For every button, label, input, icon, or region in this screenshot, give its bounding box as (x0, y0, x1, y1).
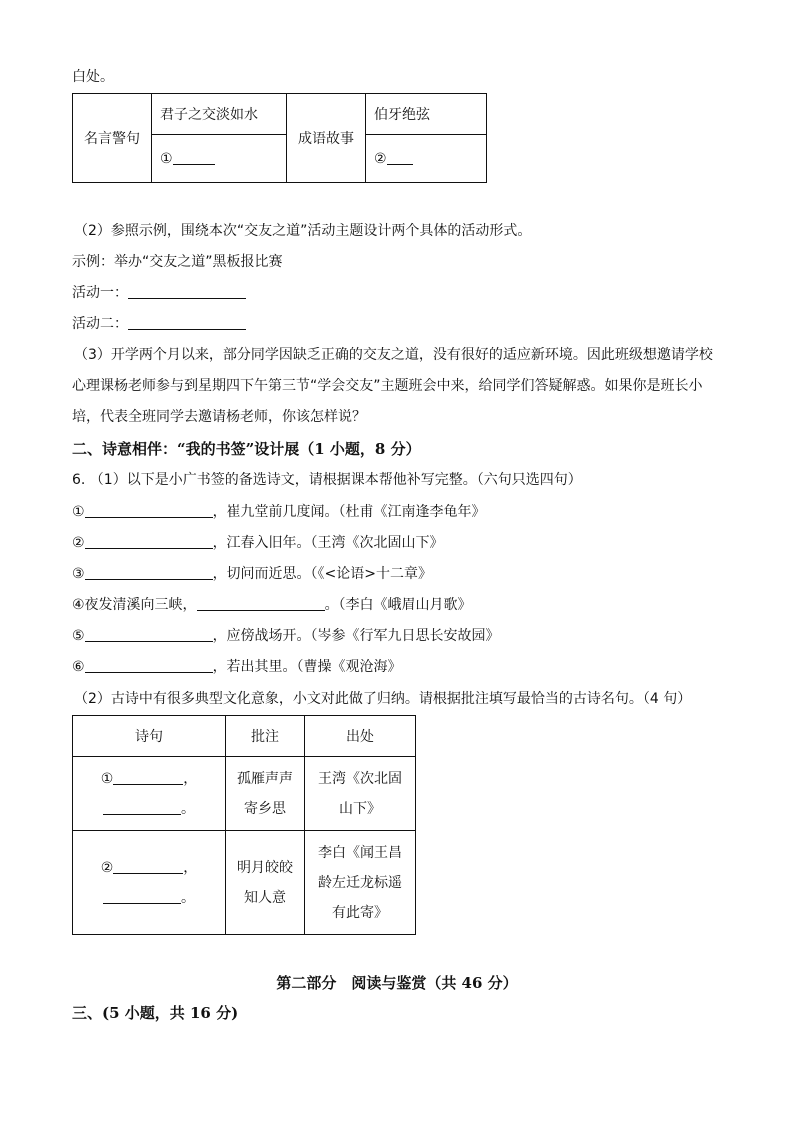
quote-blank-cell (152, 135, 287, 183)
poem-item: ① ，崔九堂前几度闻。（杜甫《江南逢李龟年》 (72, 504, 486, 520)
story-answer-blank[interactable] (387, 150, 413, 165)
poem-item: ④夜发清溪向三峡， 。（李白《峨眉山月歌》 (72, 597, 472, 613)
quote-label: 名言警句 (84, 131, 140, 147)
quote-text: 君子之交淡如水 (160, 107, 258, 123)
activity2-row (72, 314, 246, 334)
verse-cell: ① ， 。 (73, 757, 226, 831)
q6-intro: 6. （1）以下是小广书签的备选诗文，请根据课本帮他补写完整。（六句只选四句） (72, 472, 582, 488)
part2-title: 第二部分 阅读与鉴赏（共 46 分） (276, 974, 518, 992)
q2-example: 示例：举办“交友之道”黑板报比赛 (72, 254, 283, 270)
poem-blank[interactable] (85, 627, 213, 642)
source-cell: 李白《闻王昌 龄左迁龙标遥 有此寄》 (305, 831, 416, 935)
quote-blank-prefix: ① (160, 151, 173, 167)
top-text: 白处。 (72, 69, 114, 85)
verse-blank[interactable] (103, 889, 181, 904)
poem-blank[interactable] (85, 534, 213, 549)
activity2-blank[interactable] (128, 315, 246, 330)
header-note: 批注 (226, 716, 305, 757)
verse-blank[interactable] (113, 770, 183, 785)
poem-item: ② ，江春入旧年。（王湾《次北固山下》 (72, 535, 444, 551)
poem-blank[interactable] (85, 658, 213, 673)
poem-item: ⑤ ，应傍战场开。（岑参《行军九日思长安故园》 (72, 628, 500, 644)
note-cell: 明月皎皎 知人意 (226, 831, 305, 935)
quote-cell (152, 94, 287, 135)
q3-line2: 心理课杨老师参与到星期四下午第三节“学会交友”主题班会中来，给同学们答疑解惑。如果你是班长小 (72, 378, 703, 394)
poem-item: ⑥ ，若出其里。（曹操《观沧海》 (72, 659, 402, 675)
verse-cell: ② ， 。 (73, 831, 226, 935)
note-cell: 孤雁声声 寄乡思 (226, 757, 305, 831)
quote-story-table (72, 93, 487, 183)
story-label: 成语故事 (298, 131, 354, 147)
section3-title: 三、(5 小题，共 16 分) (72, 1004, 239, 1022)
verse-blank[interactable] (103, 800, 181, 815)
activity1-row (72, 283, 246, 303)
quote-answer-blank[interactable] (173, 150, 215, 165)
story-blank-prefix: ② (374, 151, 387, 167)
poem-item: ③ ，切问而近思。（《<论语>十二章》 (72, 566, 433, 582)
poem-blank[interactable] (85, 503, 213, 518)
imagery-table (72, 715, 416, 935)
verse-blank[interactable] (113, 859, 183, 874)
header-source: 出处 (305, 716, 416, 757)
activity1-blank[interactable] (128, 284, 246, 299)
story-label-cell (287, 94, 366, 183)
q3-line3: 培，代表全班同学去邀请杨老师，你该怎样说？ (72, 409, 366, 425)
poem-blank[interactable] (85, 565, 213, 580)
story-blank-cell (366, 135, 487, 183)
story-text: 伯牙绝弦 (374, 107, 430, 123)
header-verse: 诗句 (73, 716, 226, 757)
activity1-label: 活动一： (72, 285, 128, 301)
q2-title: （2）参照示例，围绕本次“交友之道”活动主题设计两个具体的活动形式。 (74, 223, 532, 239)
q6-part2: （2）古诗中有很多典型文化意象，小文对此做了归纳。请根据批注填写最恰当的古诗名句。（4 句） (74, 691, 692, 707)
quote-label-cell (73, 94, 152, 183)
source-cell: 王湾《次北固 山下》 (305, 757, 416, 831)
activity2-label: 活动二： (72, 316, 128, 332)
story-cell (366, 94, 487, 135)
q3-line1: （3）开学两个月以来，部分同学因缺乏正确的交友之道，没有很好的适应新环境。因此班级想邀请学校 (74, 347, 713, 363)
section2-title: 二、诗意相伴：“我的书签”设计展（1 小题，8 分） (72, 440, 421, 458)
poem-blank[interactable] (197, 596, 325, 611)
